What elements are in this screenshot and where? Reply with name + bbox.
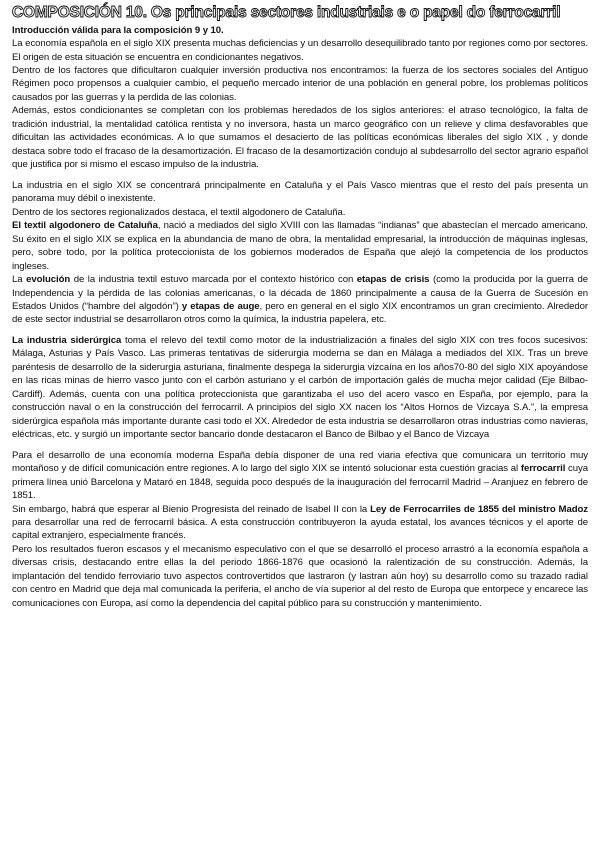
textil-paragraph: Dentro de los sectores regionalizados destaca, el textil algodonero de Cataluña. — [12, 206, 346, 218]
intro-paragraph: Además, estos condicionantes se completan con los problemas heredados de los siglos anteriores: el atraso tecnológico, la falta de tradición industrial, la mentalidad católica rentista y no inversora, hasta un marco geográfico con un relieve y clima desfavorables que dificultan las actividades económicas. A lo que sumamos el desacierto de las políticas económicas liberales del siglo XIX , y donde destaca sobre todo el fracaso de la desamortización. El fracaso de la desamortización condujo al subdesarrollo del sector agrario español que justifica por si mismo el escaso impulso de la industria. — [12, 105, 588, 171]
intro-paragraph: Dentro de los factores que dificultaron cualquier inversión productiva nos encontramos: la fuerza de los sectores sociales del Antiguo Régimen poco propensos a cualquier cambio, el pequeño mercado interior de una población en general pobre, los problemas políticos causados por las guerras y la perdida de las colonias. — [12, 65, 588, 103]
ferrocarril-paragraph: Sin embargo, habrá que esperar al Bienio Progresista del reinado de Isabel II con la Ley de Ferrocarriles de 1855 del ministro Madoz para desarrollar una red de ferrocarril básica. A esta construcción contribuyeron la ayuda estatal, los avances técnicos y el aporte de capital extranjero, especialmente francés. — [12, 503, 588, 542]
subtitle: Introducción válida para la composición 9 y 10. — [12, 24, 224, 36]
textil-heading: El textil algodonero de Cataluña — [12, 220, 158, 232]
intro-paragraph: La economía española en el siglo XIX presenta muchas deficiencias y un desarrollo desequilibrado tanto por regiones como por sectores. El origen de esta situación se encuentra en condicionantes negativos. — [12, 38, 588, 63]
siderurgia-heading: La industria siderúrgica — [12, 334, 122, 346]
textil-paragraph: La industria en el siglo XIX se concentrará principalmente en Cataluña y el País Vasco mientras que el resto del país presenta un panorama muy débil o inexistente. — [12, 179, 588, 205]
ferrocarril-paragraph: Pero los resultados fueron escasos y el mecanismo especulativo con el que se desarrolló el proceso arrastró a la economía española a diversas crisis, destacando entre ellas la del periodo 1866-1876 que ocasionó la ralentización de su construcción. Además, la implantación del tendido ferroviario tuvo aspectos controvertidos que lastraron (y lastran aún hoy) su desarrollo como su trazado radial con centro en Madrid que deja mal comunicada la periferia, el ancho de vía superior al del resto de Europa que entorpece y encarece las comunicaciones con Europa, así como la dependencia del capital público para su construcción y mantenimiento. — [12, 543, 588, 609]
textil-paragraph: El textil algodonero de Cataluña, nació a mediados del siglo XVIII con las llamadas “indianas” que abastecían el mercado americano. Su éxito en el siglo XIX se explica en la abundancia de mano de obra, la mentalidad empresarial, la introducción de máquinas inglesas, pero, sobre todo, por la política proteccionista de los gobiernos moderados de España que alejó la competencia de los productos ingleses. — [12, 220, 588, 272]
textil-evolution-paragraph: La evolución de la industria textil estuvo marcada por el contexto histórico con etapas de crisis (como la producida por la guerra de Independencia y la pérdida de las colonias americanas, o la década de 1860 principalmente a causa de la Guerra de Sucesión en Estados Unidos (“hambre del algodón”) y etapas de auge, pero en general en el siglo XIX encontramos un gran crecimiento. Alrededor de este sector industrial se desarrollaron otros como la química, la industria papelera, etc. — [12, 274, 588, 326]
document-title: COMPOSICIÓN 10. Os principais sectores industriais e o papel do ferrocarril — [12, 4, 561, 21]
ferrocarril-paragraph: Para el desarrollo de una economía moderna España debía disponer de una red viaria efectiva que comunicara un territorio muy montañoso y de difícil comunicación entre regiones. A lo largo del siglo XIX se intentó solucionar esta cuestión gracias al ferrocarril cuya primera línea unió Barcelona y Mataró en 1848, seguida poco después de la inauguración del ferrocarril Madrid – Aranjuez en febrero de 1851. — [12, 449, 588, 502]
siderurgia-paragraph: La industria siderúrgica toma el relevo del textil como motor de la industrialización a finales del siglo XIX con tres focos sucesivos: Málaga, Asturias y País Vasco. Las primeras tentativas de siderurgia moderna se dan en Málaga a mediados del XIX. Tras un breve paréntesis de desarrollo de la siderurgia asturiana, finalmente despega la siderurgia vizcaína en los años70-80 del siglo XIX apoyándose en las ricas minas de hierro vasco junto con el carbón asturiano y el carbón de importación galés de mucha mejor calidad (Eje Bilbao- Cardiff). Además, cuenta con una política proteccionista que garantizaba el uso del acero vasco en España, por ejemplo, para la construcción naval o en la construcción del ferrocarril. A principios del siglo XX nacen los “Altos Hornos de Vizcaya S.A.”, la empresa siderúrgica española más importante durante casi todo el XX. Alrededor de esta industria se desarrollaron otras industrias como navieras, eléctricas, etc. y surgió un importante sector bancario donde destacaron el Banco de Bilbao y el Banco de Vizcaya — [12, 334, 588, 441]
